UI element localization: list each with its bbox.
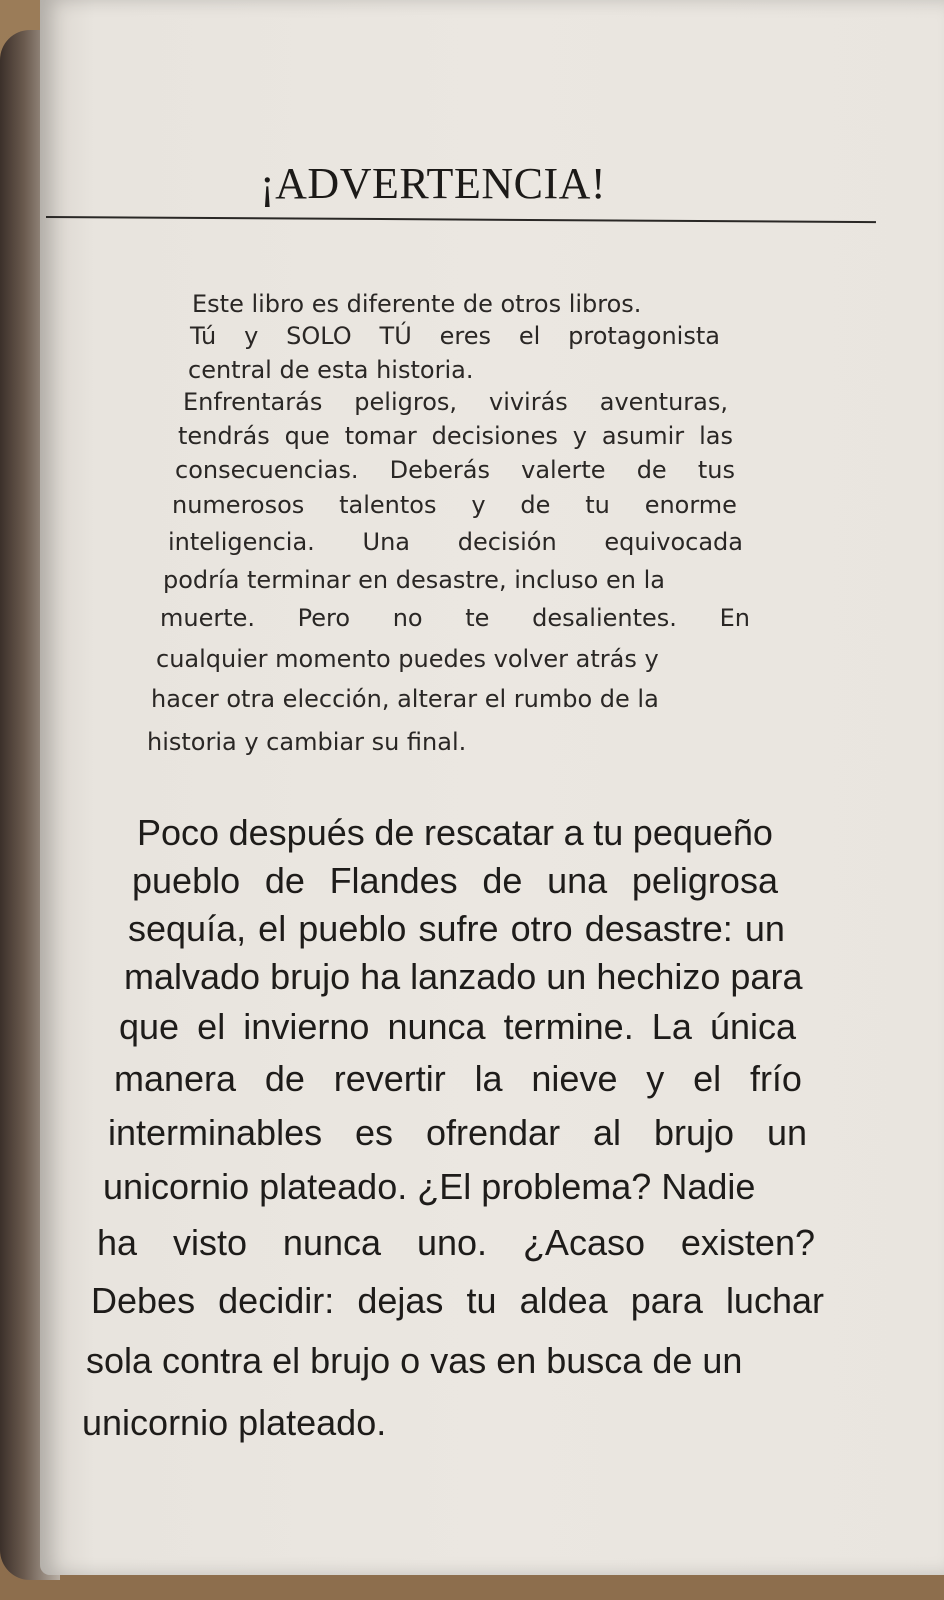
warning-line: muerte. Pero no te desalientes. En — [160, 604, 750, 632]
warning-line: Este libro es diferente de otros libros. — [192, 290, 642, 318]
story-line: unicornio plateado. — [82, 1402, 387, 1443]
warning-line: Tú y SOLO TÚ eres el protagonista — [190, 322, 720, 350]
story-line: unicornio plateado. ¿El problema? Nadie — [103, 1166, 756, 1207]
warning-line: central de esta historia. — [188, 356, 474, 384]
warning-line: podría terminar en desastre, incluso en la — [163, 566, 665, 594]
story-line: sola contra el brujo o vas en busca de un — [86, 1340, 743, 1381]
story-line: malvado brujo ha lanzado un hechizo para — [124, 956, 803, 997]
story-line: que el invierno nunca termine. La única — [119, 1006, 796, 1047]
warning-line: inteligencia. Una decisión equivocada — [168, 528, 743, 556]
warning-line: numerosos talentos y de tu enorme — [172, 491, 737, 519]
warning-line: Enfrentarás peligros, vivirás aventuras, — [183, 388, 728, 416]
story-line: pueblo de Flandes de una peligrosa — [132, 860, 778, 901]
warning-line: hacer otra elección, alterar el rumbo de la — [151, 685, 659, 713]
book-page — [40, 0, 944, 1575]
warning-line: historia y cambiar su final. — [147, 728, 467, 756]
story-line: Debes decidir: dejas tu aldea para luchar — [91, 1280, 824, 1321]
warning-line: tendrás que tomar decisiones y asumir las — [178, 422, 733, 450]
story-line: interminables es ofrendar al brujo un — [108, 1112, 807, 1153]
story-line: sequía, el pueblo sufre otro desastre: un — [128, 908, 785, 949]
page-heading: ¡ADVERTENCIA! — [260, 159, 607, 208]
story-line: manera de revertir la nieve y el frío — [114, 1058, 802, 1099]
warning-line: consecuencias. Deberás valerte de tus — [175, 456, 735, 484]
story-line: ha visto nunca uno. ¿Acaso existen? — [97, 1222, 815, 1263]
story-line: Poco después de rescatar a tu pequeño — [137, 812, 773, 853]
warning-line: cualquier momento puedes volver atrás y — [156, 645, 659, 673]
